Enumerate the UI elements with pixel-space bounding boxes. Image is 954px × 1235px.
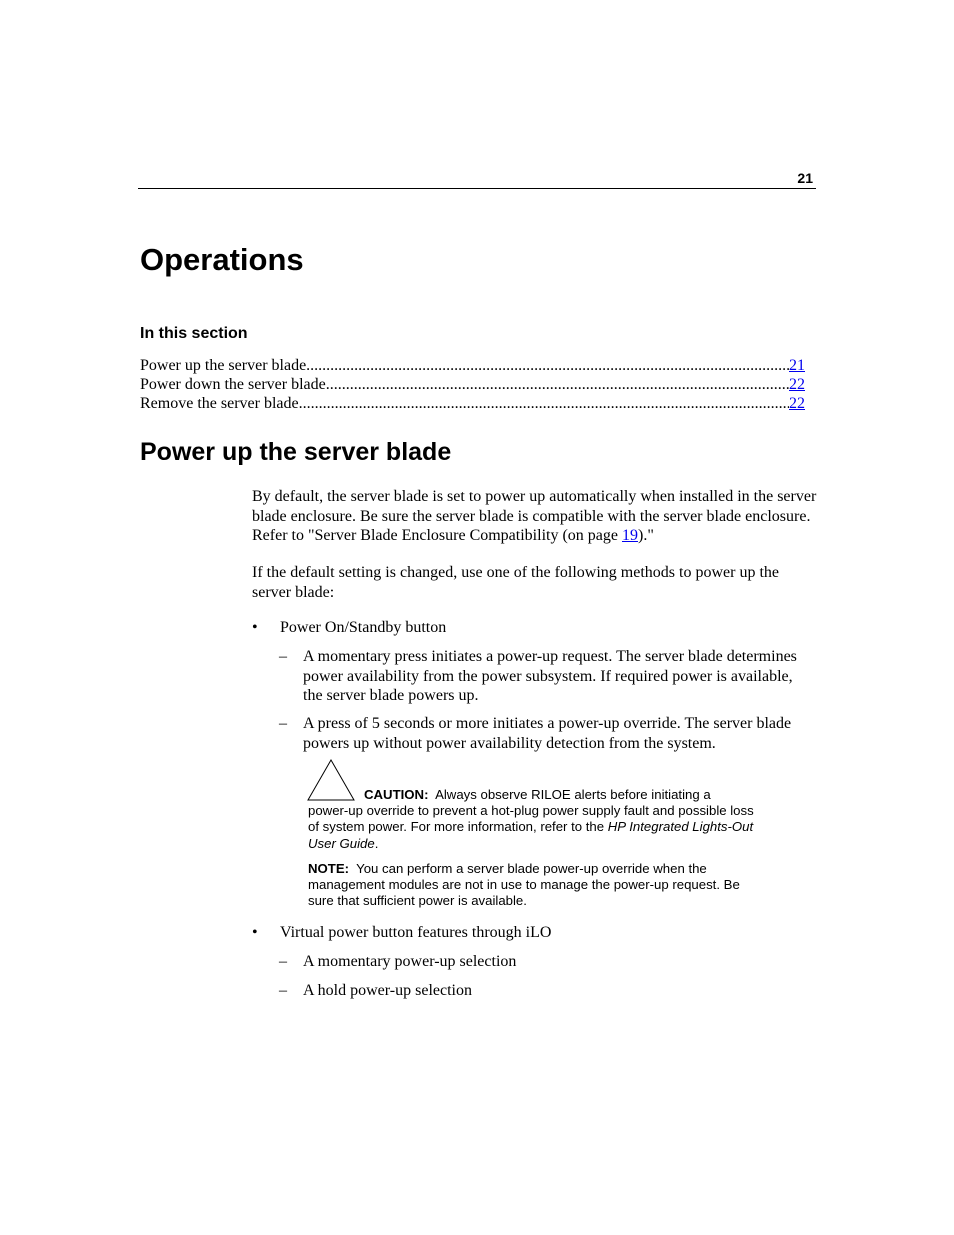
toc-page-link[interactable]: 22 <box>789 395 805 412</box>
page-number: 21 <box>797 170 813 186</box>
dash-mark: – <box>279 715 287 732</box>
caution-text-lead: Always observe RILOE alerts before initiating a <box>435 787 711 802</box>
toc-entry <box>140 394 805 413</box>
note-label: NOTE: <box>308 861 350 876</box>
toc-entry-title[interactable]: Remove the server blade <box>140 395 299 412</box>
toc-page-link[interactable]: 22 <box>789 376 805 393</box>
note-text: You can perform a server blade power-up override when the management modules are not in use to manage the power-up request. Be sure that sufficient power is available. <box>308 861 740 909</box>
header-rule <box>138 188 816 189</box>
toc-entry <box>140 375 805 394</box>
table-of-contents <box>140 356 805 413</box>
caution-notice <box>308 787 763 852</box>
caution-reference-title: HP Integrated Lights-Out User Guide <box>308 819 754 851</box>
section-title: Power up the server blade <box>140 438 452 466</box>
body-paragraph <box>252 487 817 546</box>
bullet-text: Power On/Standby button <box>280 619 447 636</box>
toc-leader-dots <box>326 375 789 394</box>
caution-text: power-up override to prevent a hot-plug power supply fault and possible loss of system power. For more information, refer to the <box>308 803 754 835</box>
in-this-section-label: In this section <box>140 325 248 342</box>
paragraph-text-end: )." <box>637 527 654 544</box>
toc-entry-title[interactable]: Power up the server blade <box>140 357 307 374</box>
bullet-mark: • <box>252 924 258 941</box>
caution-label: CAUTION: <box>364 787 429 802</box>
dash-mark: – <box>279 953 287 970</box>
toc-leader-dots <box>306 356 789 375</box>
caution-body <box>308 803 763 852</box>
toc-page-link[interactable]: 21 <box>789 357 805 374</box>
paragraph-text: By default, the server blade is set to power up automatically when installed in the server blade enclosure. Be sure the server blade is compatible with the server blade enclosure. Refer to "Server Blade Enclosure Compatibility (on page <box>252 488 817 544</box>
body-paragraph: If the default setting is changed, use one of the following methods to power up the server blade: <box>252 564 779 601</box>
bullet-text: Virtual power button features through iLO <box>280 924 552 941</box>
dash-mark: – <box>279 982 287 999</box>
sub-item-text: A press of 5 seconds or more initiates a power-up override. The server blade powers up without power availability detection from the system. <box>303 715 792 752</box>
caution-first-line <box>308 787 763 803</box>
sub-item-text: A hold power-up selection <box>303 982 472 999</box>
toc-leader-dots <box>299 394 789 413</box>
sub-item-text: A momentary press initiates a power-up request. The server blade determines power availability from the power subsystem. If required power is available, the server blade powers up. <box>303 648 797 704</box>
chapter-title: Operations <box>140 242 304 277</box>
bullet-mark: • <box>252 619 258 636</box>
sub-item-text: A momentary power-up selection <box>303 953 517 970</box>
page-reference-link[interactable]: 19 <box>621 527 638 544</box>
toc-entry <box>140 356 805 375</box>
note-notice <box>308 861 763 910</box>
toc-entry-title[interactable]: Power down the server blade <box>140 376 326 393</box>
caution-text-end: . <box>374 835 379 851</box>
dash-mark: – <box>279 648 287 665</box>
